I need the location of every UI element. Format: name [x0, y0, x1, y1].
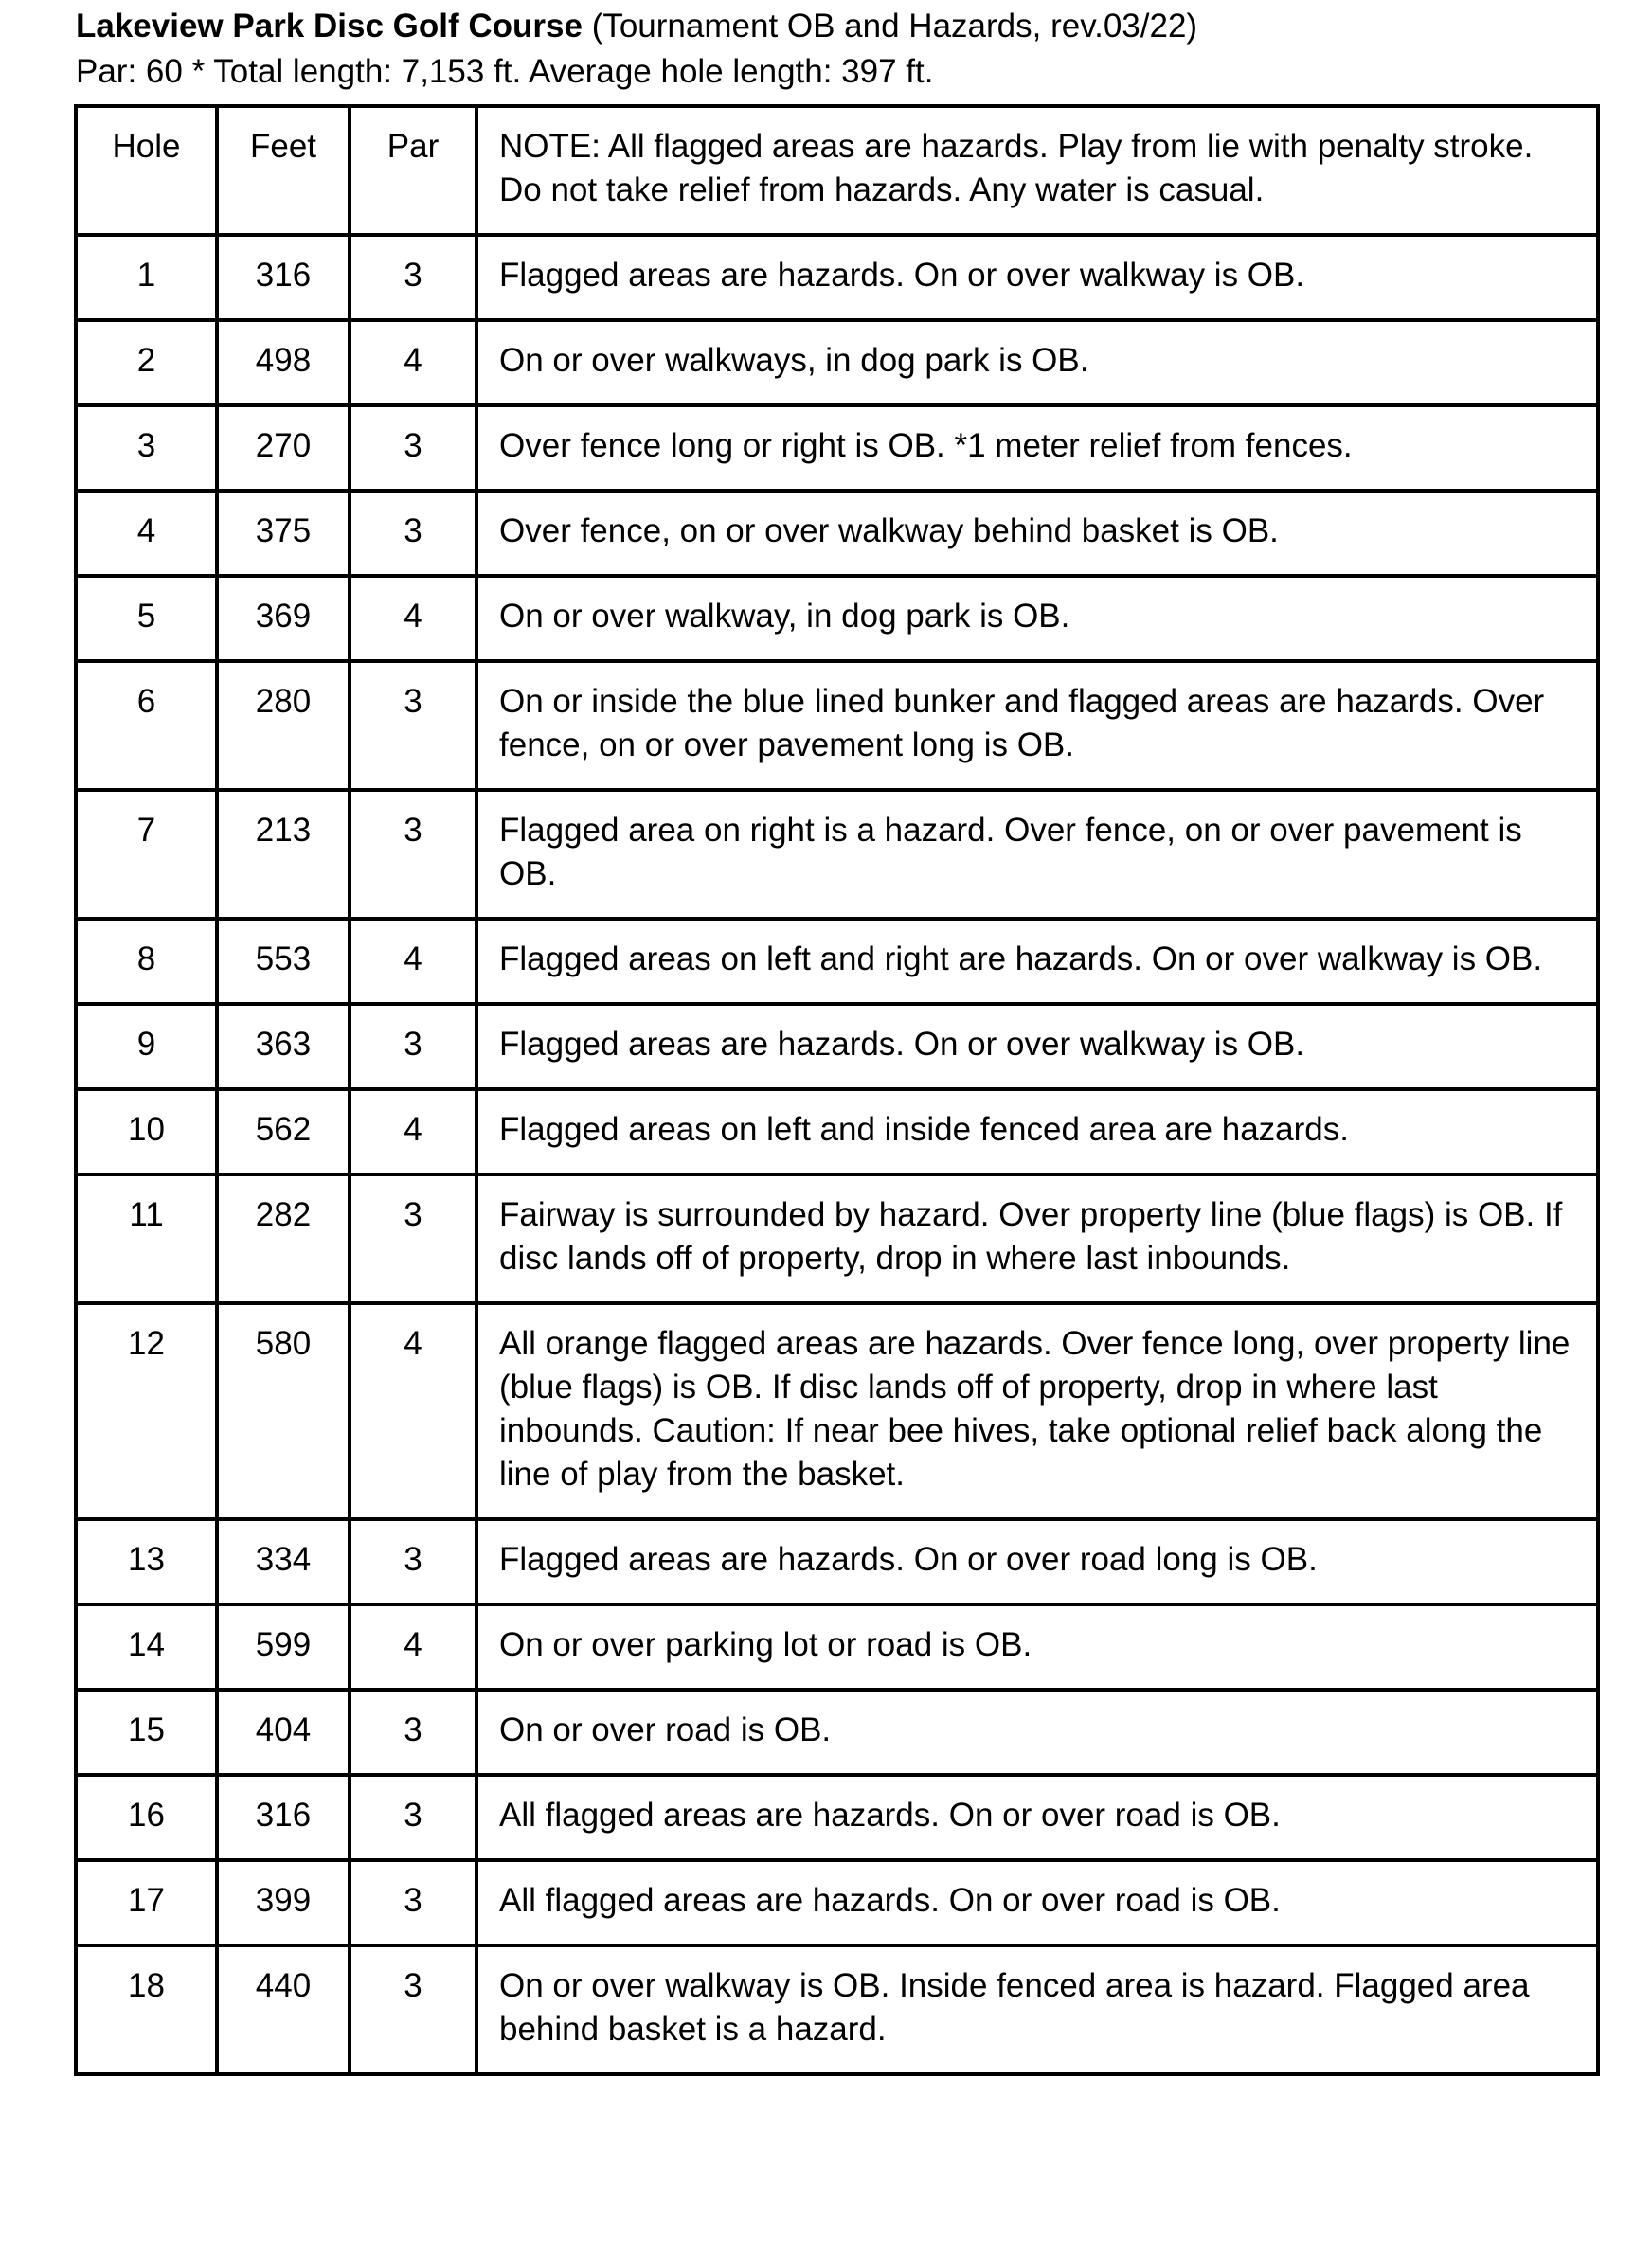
hole-number-cell: 7 — [76, 790, 217, 919]
table-row — [76, 1519, 1598, 1604]
hole-rule-note-cell: Over fence, on or over walkway behind basket is OB. — [476, 491, 1598, 576]
table-row — [76, 1089, 1598, 1174]
hole-rule-note-cell: Flagged areas are hazards. On or over road long is OB. — [476, 1519, 1598, 1604]
header-row — [76, 106, 1598, 235]
hole-par-cell: 4 — [350, 919, 476, 1004]
hole-rule-note-cell: Over fence long or right is OB. *1 meter relief from fences. — [476, 405, 1598, 491]
hole-rule-note-cell: All flagged areas are hazards. On or over road is OB. — [476, 1775, 1598, 1860]
hole-feet-cell: 553 — [217, 919, 350, 1004]
hole-number-cell: 1 — [76, 235, 217, 320]
hole-number-cell: 10 — [76, 1089, 217, 1174]
feet-column-header: Feet — [217, 106, 350, 235]
title-line — [76, 4, 1610, 49]
hole-feet-cell: 562 — [217, 1089, 350, 1174]
table-row — [76, 1690, 1598, 1775]
table-row — [76, 1775, 1598, 1860]
hole-number-cell: 5 — [76, 576, 217, 661]
table-row — [76, 320, 1598, 405]
hole-par-cell: 3 — [350, 1860, 476, 1945]
hole-number-cell: 3 — [76, 405, 217, 491]
hole-feet-cell: 280 — [217, 661, 350, 790]
hole-par-cell: 3 — [350, 405, 476, 491]
table-row — [76, 1174, 1598, 1303]
table-row — [76, 790, 1598, 919]
hole-rule-note-cell: Flagged areas are hazards. On or over walkway is OB. — [476, 1004, 1598, 1089]
hole-feet-cell: 375 — [217, 491, 350, 576]
hole-feet-cell: 334 — [217, 1519, 350, 1604]
hole-rule-note-cell: Fairway is surrounded by hazard. Over property line (blue flags) is OB. If disc lands off of property, drop in where last inbounds. — [476, 1174, 1598, 1303]
table-row — [76, 491, 1598, 576]
hole-par-cell: 4 — [350, 320, 476, 405]
table-row — [76, 576, 1598, 661]
hole-number-cell: 14 — [76, 1604, 217, 1690]
hole-par-cell: 3 — [350, 1174, 476, 1303]
hole-rule-note-cell: All orange flagged areas are hazards. Over fence long, over property line (blue flags) is OB. If disc lands off of property, drop in where last inbounds. Caution: If near bee hives, take optional relief back along the line of play from the basket. — [476, 1303, 1598, 1519]
hole-par-cell: 3 — [350, 790, 476, 919]
hole-par-cell: 4 — [350, 1604, 476, 1690]
hole-par-cell: 3 — [350, 1690, 476, 1775]
hole-number-cell: 2 — [76, 320, 217, 405]
hole-par-cell: 3 — [350, 491, 476, 576]
hole-par-cell: 3 — [350, 235, 476, 320]
table-row — [76, 1303, 1598, 1519]
table-body — [76, 235, 1598, 2074]
hole-rule-note-cell: On or over walkways, in dog park is OB. — [476, 320, 1598, 405]
hole-feet-cell: 404 — [217, 1690, 350, 1775]
hole-feet-cell: 580 — [217, 1303, 350, 1519]
revision-subtitle: (Tournament OB and Hazards, rev.03/22) — [591, 8, 1198, 45]
hole-number-cell: 12 — [76, 1303, 217, 1519]
hole-par-cell: 3 — [350, 1775, 476, 1860]
hole-feet-cell: 369 — [217, 576, 350, 661]
hole-par-cell: 3 — [350, 1004, 476, 1089]
hole-rule-note-cell: On or over walkway is OB. Inside fenced area is hazard. Flagged area behind basket is a hazard. — [476, 1945, 1598, 2074]
note-column-header: NOTE: All flagged areas are hazards. Play from lie with penalty stroke. Do not take relief from hazards. Any water is casual. — [476, 106, 1598, 235]
hole-number-cell: 4 — [76, 491, 217, 576]
table-row — [76, 919, 1598, 1004]
hole-feet-cell: 282 — [217, 1174, 350, 1303]
hole-number-cell: 13 — [76, 1519, 217, 1604]
table-row — [76, 235, 1598, 320]
table-row — [76, 1604, 1598, 1690]
hole-rule-note-cell: All flagged areas are hazards. On or over road is OB. — [476, 1860, 1598, 1945]
hole-rule-note-cell: On or over walkway, in dog park is OB. — [476, 576, 1598, 661]
hole-rule-note-cell: Flagged areas on left and inside fenced area are hazards. — [476, 1089, 1598, 1174]
hole-rule-note-cell: On or over road is OB. — [476, 1690, 1598, 1775]
hole-rules-table — [74, 104, 1600, 2076]
hole-par-cell: 4 — [350, 1303, 476, 1519]
hole-number-cell: 9 — [76, 1004, 217, 1089]
course-name: Lakeview Park Disc Golf Course — [76, 8, 583, 45]
course-summary: Par: 60 * Total length: 7,153 ft. Average hole length: 397 ft. — [76, 53, 934, 90]
hole-number-cell: 17 — [76, 1860, 217, 1945]
hole-rule-note-cell: On or inside the blue lined bunker and flagged areas are hazards. Over fence, on or over pavement long is OB. — [476, 661, 1598, 790]
hole-number-cell: 11 — [76, 1174, 217, 1303]
table-row — [76, 1004, 1598, 1089]
table-row — [76, 1945, 1598, 2074]
hole-feet-cell: 270 — [217, 405, 350, 491]
hole-feet-cell: 316 — [217, 235, 350, 320]
hole-number-cell: 6 — [76, 661, 217, 790]
document-header — [76, 4, 1610, 95]
hole-feet-cell: 363 — [217, 1004, 350, 1089]
hole-rule-note-cell: Flagged area on right is a hazard. Over fence, on or over pavement is OB. — [476, 790, 1598, 919]
hole-rule-note-cell: On or over parking lot or road is OB. — [476, 1604, 1598, 1690]
hole-rule-note-cell: Flagged areas on left and right are hazards. On or over walkway is OB. — [476, 919, 1598, 1004]
hole-number-cell: 18 — [76, 1945, 217, 2074]
hole-number-cell: 16 — [76, 1775, 217, 1860]
hole-feet-cell: 213 — [217, 790, 350, 919]
table-row — [76, 1860, 1598, 1945]
hole-number-cell: 15 — [76, 1690, 217, 1775]
hole-feet-cell: 599 — [217, 1604, 350, 1690]
hole-par-cell: 3 — [350, 661, 476, 790]
table-row — [76, 661, 1598, 790]
hole-feet-cell: 440 — [217, 1945, 350, 2074]
hole-par-cell: 4 — [350, 576, 476, 661]
hole-par-cell: 4 — [350, 1089, 476, 1174]
table-row — [76, 405, 1598, 491]
hole-rule-note-cell: Flagged areas are hazards. On or over walkway is OB. — [476, 235, 1598, 320]
hole-feet-cell: 498 — [217, 320, 350, 405]
hole-column-header: Hole — [76, 106, 217, 235]
hole-feet-cell: 316 — [217, 1775, 350, 1860]
hole-feet-cell: 399 — [217, 1860, 350, 1945]
hole-number-cell: 8 — [76, 919, 217, 1004]
par-column-header: Par — [350, 106, 476, 235]
hole-par-cell: 3 — [350, 1945, 476, 2074]
hole-par-cell: 3 — [350, 1519, 476, 1604]
